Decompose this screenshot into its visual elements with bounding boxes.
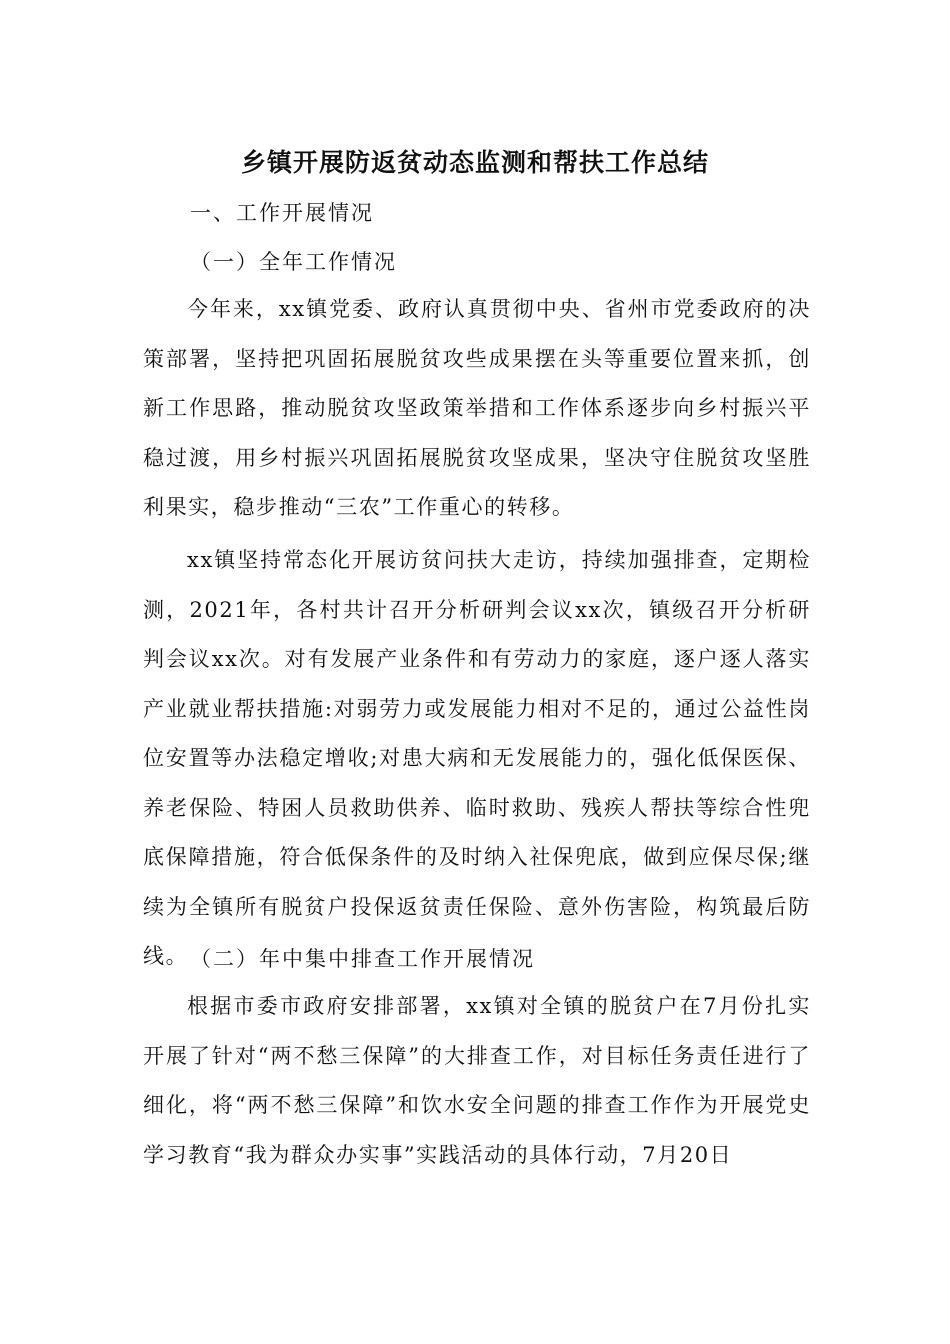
subsection-heading: （二）年中集中排查工作开展情况 <box>190 947 535 971</box>
section-heading: 一、工作开展情况 <box>190 201 374 225</box>
body-paragraph: xx镇坚持常态化开展访贫问扶大走访，持续加强排查，定期检测，2021年，各村共计召开分析研判会议xx次，镇级召开分析研判会议xx次。对有发展产业条件和有劳动力的家庭，逐户逐人落实产业就业帮扶措施:对弱劳力或发展能力相对不足的，通过公益性岗位安置等办法稳定增收;对患大病和无发展能力的，强化低保医保、养老保险、特困人员救助供养、临时救助、残疾人帮扶等综合性兜底保障措施，符合低保条件的及时纳入社保兜底，做到应保尽保;继续为全镇所有脱贫户投保返贫责任保险、意外伤害险，构筑最后防线。 <box>143 548 811 968</box>
body-paragraph: 根据市委市政府安排部署，xx镇对全镇的脱贫户在7月份扎实开展了针对“两不愁三保障”的大排查工作，对目标任务责任进行了细化，将“两不愁三保障”和饮水安全问题的排查工作作为开展党史学习教育“我为群众办实事”实践活动的具体行动，7月20日 <box>143 994 811 1167</box>
document-title: 乡镇开展防返贫动态监测和帮扶工作总结 <box>240 148 709 177</box>
subsection-heading: （一）全年工作情况 <box>190 250 397 274</box>
body-paragraph: 今年来，xx镇党委、政府认真贯彻中央、省州市党委政府的决策部署，坚持把巩固拓展脱贫攻些成果摆在头等重要位置来抓，创新工作思路，推动脱贫攻坚政策举措和工作体系逐步向乡村振兴平稳过渡，用乡村振兴巩固拓展脱贫攻坚成果，坚决守住脱贫攻坚胜利果实，稳步推动“三农”工作重心的转移。 <box>143 297 811 519</box>
